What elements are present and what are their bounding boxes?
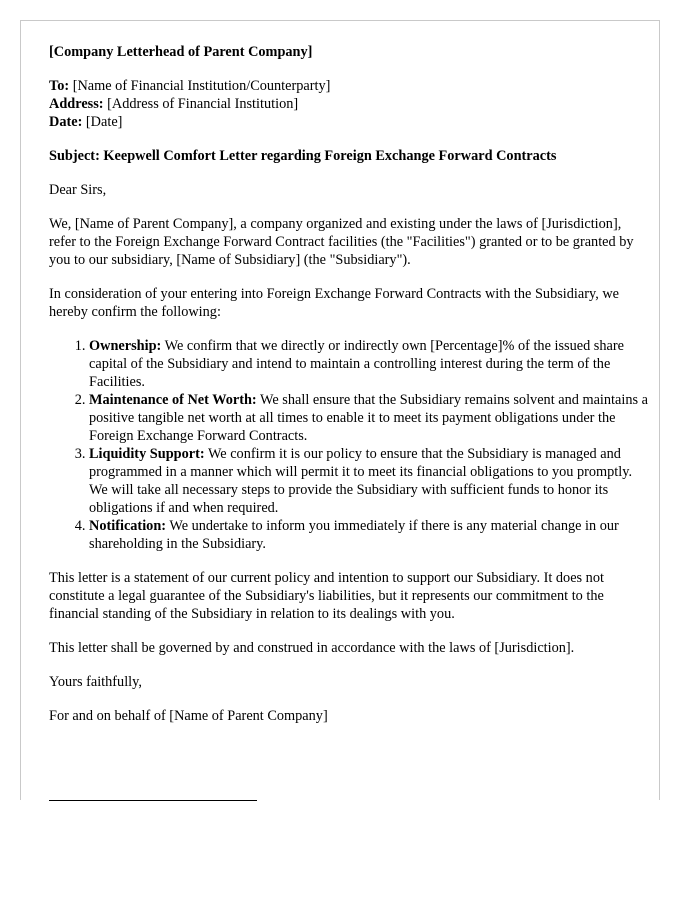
list-item-title: Notification: xyxy=(89,518,167,534)
to-line xyxy=(49,77,649,95)
subject-line: Subject: Keepwell Comfort Letter regarding Foreign Exchange Forward Contracts xyxy=(49,148,557,164)
list-item-text: We shall ensure that the Subsidiary remains solvent and maintains a positive tangible net worth at all times to enable it to meet its payment obligations under the Foreign Exchange Forward Contracts. xyxy=(89,392,648,444)
list-item-title: Ownership: xyxy=(89,338,162,354)
signature-line xyxy=(49,800,257,801)
date-label: Date: xyxy=(49,114,83,130)
list-item-net-worth xyxy=(89,391,649,445)
list-item-title: Maintenance of Net Worth: xyxy=(89,392,257,408)
list-item-notification xyxy=(89,517,649,553)
closing: Yours faithfully, xyxy=(49,674,142,690)
confirmation-list xyxy=(49,337,649,553)
intro-paragraph: We, [Name of Parent Company], a company organized and existing under the laws of [Jurisdiction], refer to the Foreign Exchange Forward Contract facilities (the "Facilities") granted or to be granted by you to our subsidiary, [Name of Subsidiary] (the "Subsidiary"). xyxy=(49,216,634,268)
address-value: [Address of Financial Institution] xyxy=(103,96,299,112)
letterhead: [Company Letterhead of Parent Company] xyxy=(49,44,313,60)
recipient-block xyxy=(49,77,649,131)
salutation: Dear Sirs, xyxy=(49,182,107,198)
to-label: To: xyxy=(49,78,70,94)
list-item-liquidity xyxy=(89,445,649,517)
list-item-text: We undertake to inform you immediately if there is any material change in our shareholding in the Subsidiary. xyxy=(89,518,619,552)
letter-body xyxy=(49,43,649,741)
list-item-text: We confirm it is our policy to ensure that the Subsidiary is managed and programmed in a manner which will permit it to meet its financial obligations to you promptly. We will take all necessary steps to provide the Subsidiary with sufficient funds to honor its obligations if and when required. xyxy=(89,446,633,516)
on-behalf-line: For and on behalf of [Name of Parent Company] xyxy=(49,708,328,724)
statement-paragraph: This letter is a statement of our current policy and intention to support our Subsidiary. It does not constitute a legal guarantee of the Subsidiary's liabilities, but it represents our commitment to the financial standing of the Subsidiary in relation to its dealings with you. xyxy=(49,570,604,622)
to-value: [Name of Financial Institution/Counterparty] xyxy=(69,78,331,94)
address-line xyxy=(49,95,649,113)
consideration-paragraph: In consideration of your entering into Foreign Exchange Forward Contracts with the Subsidiary, we hereby confirm the following: xyxy=(49,286,620,320)
list-item-ownership xyxy=(89,337,649,391)
list-item-title: Liquidity Support: xyxy=(89,446,205,462)
governing-law-paragraph: This letter shall be governed by and construed in accordance with the laws of [Jurisdiction]. xyxy=(49,640,575,656)
list-item-text: We confirm that we directly or indirectly own [Percentage]% of the issued share capital of the Subsidiary and intend to maintain a controlling interest during the term of the Facilities. xyxy=(89,338,624,390)
address-label: Address: xyxy=(49,96,104,112)
date-value: [Date] xyxy=(82,114,123,130)
date-line xyxy=(49,113,649,131)
